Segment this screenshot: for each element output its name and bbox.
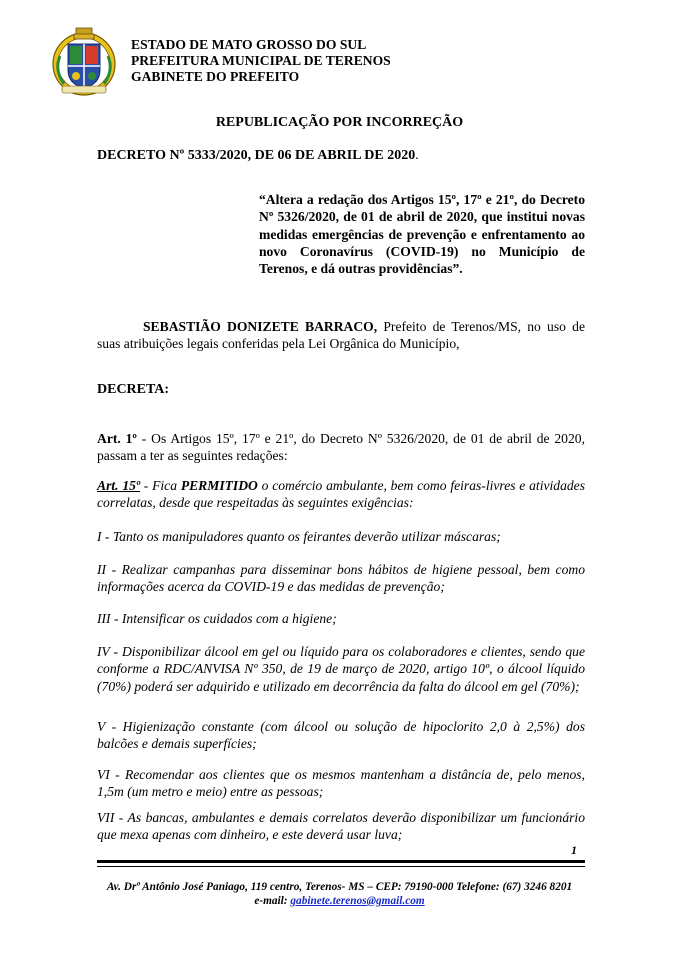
article-15-pre: - Fica [140, 478, 181, 493]
decreta-heading: DECRETA: [97, 382, 170, 397]
article-1-text: - Os Artigos 15º, 17º e 21º, do Decreto Nº 5326/2020, de 01 de abril de 2020, passam a ter as seguintes redações: [97, 431, 585, 464]
article-15 [97, 477, 585, 512]
list-item-iii: III - Intensificar os cuidados com a higiene; [97, 611, 337, 626]
decree-heading-period: . [415, 148, 419, 163]
list-item-v: V - Higienização constante (com álcool ou solução de hipoclorito 2,0 à 2,5%) dos balcões e demais superfícies; [97, 719, 585, 752]
decree-number: DECRETO Nº 5333/2020, DE 06 DE ABRIL DE 2020 [97, 148, 416, 163]
header-office: GABINETE DO PREFEITO [131, 69, 300, 85]
decree-heading [97, 148, 419, 164]
mayor-name: SEBASTIÃO DONIZETE BARRACO, [143, 319, 378, 334]
article-1 [97, 430, 585, 465]
list-item-vi: VI - Recomendar aos clientes que os mesmos mantenham a distância de, pelo menos, 1,5m (um metro e meio) entre as pessoas; [97, 767, 585, 800]
letterhead [131, 37, 391, 86]
article-15-text: o comércio ambulante, bem como feiras-livres e atividades correlatas, desde que respeitadas às seguintes exigências: [97, 478, 585, 511]
list-item-iv: IV - Disponibilizar álcool em gel ou líquido para os colaboradores e clientes, sendo que conforme a RDC/ANVISA Nº 350, de 19 de março de 2020, artigo 10º, o álcool líquido (70%) poderá ser adquirido e utilizado em decorrência da falta do álcool em gel (70%); [97, 644, 585, 694]
footer-address: Av. Drº Antônio José Paniago, 119 centro, Terenos- MS – CEP: 79190-000 Telefone: (67) 3246 8201 [106, 881, 573, 893]
municipal-seal-logo [48, 26, 120, 98]
list-item-i: I - Tanto os manipuladores quanto os feirantes deverão utilizar máscaras; [97, 529, 501, 544]
footer-email-label: e-mail: [254, 895, 291, 907]
list-item-ii: II - Realizar campanhas para disseminar bons hábitos de higiene pessoal, bem como informações acerca da COVID-19 e das medidas de prevenção; [97, 562, 585, 595]
preamble-text: Prefeito de Terenos/MS, no uso de suas atribuições legais conferidas pela Lei Orgânica do Município, [97, 319, 585, 352]
preamble-paragraph [97, 318, 585, 353]
document-title: REPUBLICAÇÃO POR INCORREÇÃO [215, 115, 464, 130]
header-state: ESTADO DE MATO GROSSO DO SUL [131, 37, 367, 52]
footer-email-line [0, 894, 679, 908]
footer-divider-thick [97, 860, 585, 863]
email-link[interactable]: gabinete.terenos@gmail.com [290, 895, 425, 907]
header-prefecture: PREFEITURA MUNICIPAL DE TERENOS [131, 53, 391, 69]
article-1-label: Art. 1º [97, 431, 137, 446]
page-number: 1 [571, 843, 577, 857]
list-item-vii: VII - As bancas, ambulantes e demais correlatos deverão disponibilizar um funcionário que mexa apenas com dinheiro, e este deverá usar luva; [97, 810, 585, 843]
article-15-label: Art. 15º [97, 478, 140, 493]
footer-divider-thin [97, 866, 585, 867]
article-15-permitido: PERMITIDO [180, 478, 258, 493]
decree-summary: “Altera a redação dos Artigos 15º, 17º e 21º, do Decreto Nº 5326/2020, de 01 de abril de 2020, que institui novas medidas emergências de prevenção e enfrentamento ao novo Coronavírus (COVID-19) no Município de Terenos, e dá outras providências”. [259, 192, 585, 277]
